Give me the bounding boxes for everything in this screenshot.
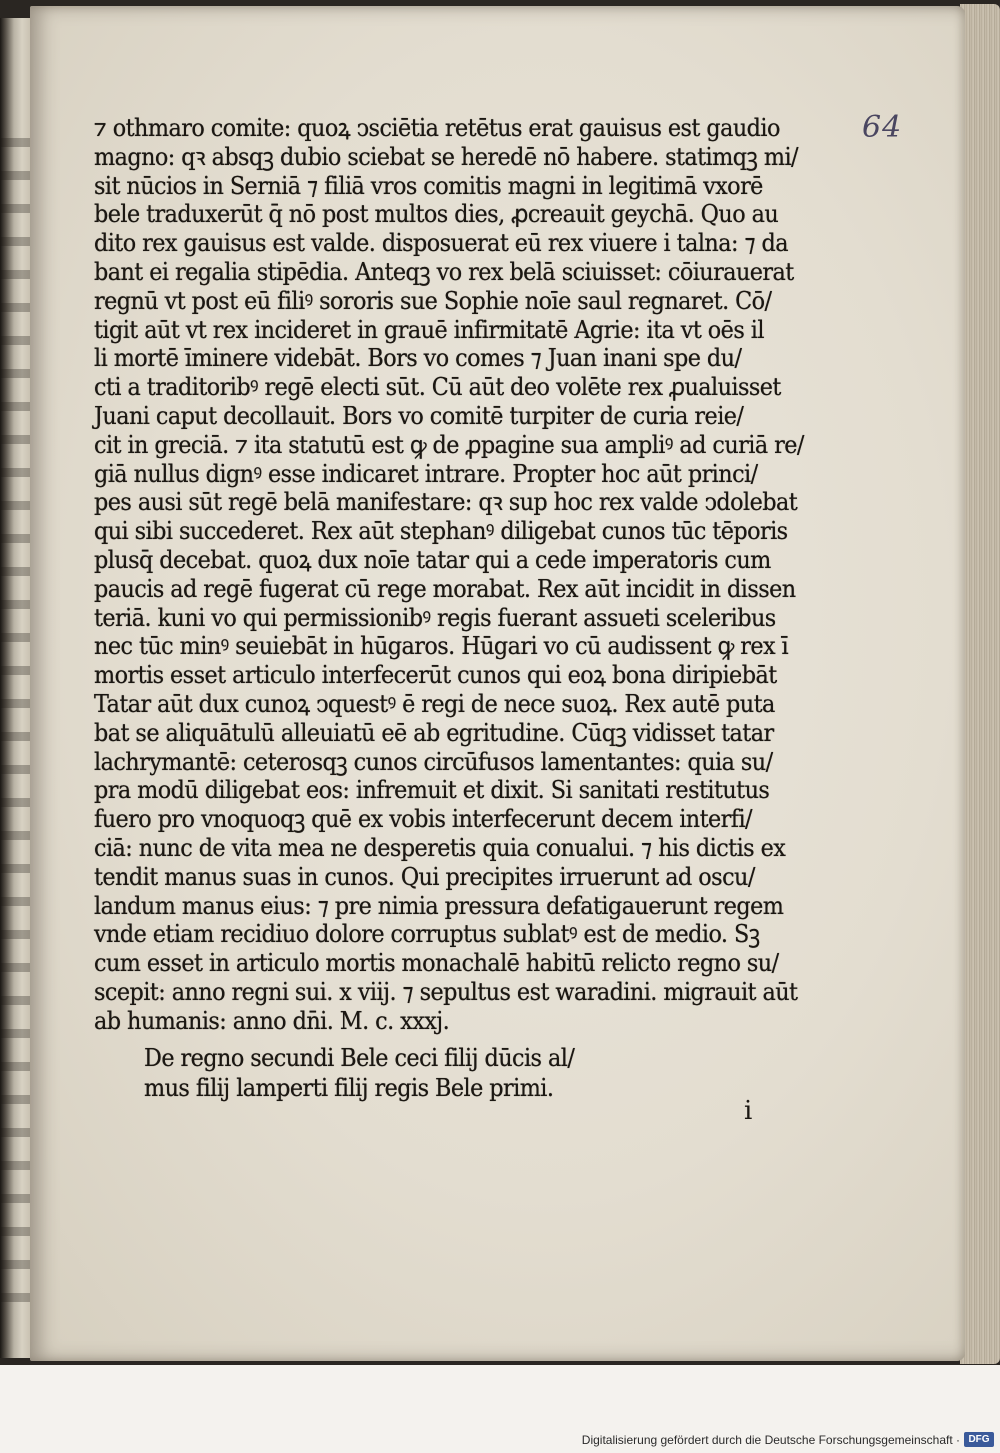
text-line: nec tūc minꝰ seuiebāt in hūgaros. Hūgari vo cū audissent ꝙ rex ī	[94, 632, 789, 661]
dfg-logo: DFG	[964, 1432, 994, 1447]
text-line: magno: qꝛ absqꝫ dubio sciebat se heredē nō habere. statimqꝫ mi/	[94, 142, 799, 171]
text-line: mortis esset articulo interfecerūt cunos qui eoꝝ bona diripiebāt	[94, 661, 777, 690]
text-line: dito rex gauisus est valde. disposuerat eū rex viuere i talna: ⁊ da	[94, 229, 789, 258]
text-line: vnde etiam recidiuo dolore corruptus sublatꝰ est de medio. Sꝫ	[94, 920, 760, 949]
text-line: ⁊ othmaro comite: quoꝝ ↄsciētia retētus erat gauisus est gaudio	[94, 114, 780, 142]
text-line: giā nullus dignꝰ esse indicaret intrare. Propter hoc aūt princi/	[94, 459, 758, 488]
text-line: landum manus eius: ⁊ pre nimia pressura defatigauerunt regem	[94, 891, 784, 920]
text-line: pes ausi sūt regē belā manifestare: qꝛ sup hoc rex valde ↄdolebat	[94, 488, 798, 517]
footer-credit: Digitalisierung gefördert durch die Deutsche Forschungsgemeinschaft ·	[581, 1433, 960, 1447]
text-line: ab humanis: anno dn̄i. M. c. xxxj.	[94, 1006, 450, 1035]
text-line: pra modū diligebat eos: infremuit et dixit. Si sanitati restitutus	[94, 776, 770, 805]
heading-line: mus filij lamperti filij regis Bele primi.	[144, 1074, 554, 1102]
page-sheet	[30, 6, 965, 1361]
text-line: cum esset in articulo mortis monachalē habitū relicto regno su/	[94, 949, 779, 978]
text-line: Tatar aūt dux cunoꝝ ↄquestꝰ ē regi de nece suoꝝ. Rex autē puta	[94, 689, 775, 718]
text-line: bat se aliquātulū alleuiatū eē ab egritudine. Cūqꝫ vidisset tatar	[94, 718, 774, 747]
text-line: li mortē īminere videbāt. Bors vo comes ⁊ Juan inani spe du/	[94, 344, 742, 373]
text-line: lachrymantē: ceterosqꝫ cunos circūfusos lamentantes: quia su/	[94, 747, 773, 776]
text-line: tigit aūt vt rex incideret in grauē infirmitatē Agrie: ita vt oēs il	[94, 315, 764, 344]
text-line: ciā: nunc de vita mea ne desperetis quia conualui. ⁊ his dictis ex	[94, 833, 786, 862]
signature-mark: i	[744, 1096, 753, 1126]
facing-page-text-edge	[0, 138, 30, 1318]
text-line: cit in greciā. ⁊ ita statutū est ꝙ de ꝓpagine sua ampliꝰ ad curiā re/	[94, 430, 804, 459]
body-text	[94, 114, 824, 1036]
text-line: Juani caput decollauit. Bors vo comitē turpiter de curia reie/	[94, 401, 744, 430]
text-line: bant ei regalia stipēdia. Anteqꝫ vo rex belā sciuisset: cōiurauerat	[94, 257, 794, 286]
text-line: bele traduxerūt q̄ nō post multos dies, ꝓcreauit geychā. Quo au	[94, 200, 779, 229]
text-line: tendit manus suas in cunos. Qui precipites irruerunt ad oscu/	[94, 862, 755, 891]
text-line: plusq̄ decebat. quoꝝ dux noīe tatar qui a cede imperatoris cum	[94, 545, 771, 574]
text-line: sit nūcios in Serniā ⁊ filiā vros comitis magni in legitimā vxorē	[94, 171, 763, 200]
text-line: paucis ad regē fugerat cū rege morabat. Rex aūt incidit in dissen	[94, 574, 796, 603]
page-edges	[960, 4, 1000, 1364]
text-line: teriā. kuni vo qui permissionibꝰ regis fuerant assueti sceleribus	[94, 603, 776, 632]
folio-number: 64	[862, 110, 903, 145]
text-line: qui sibi succederet. Rex aūt stephanꝰ diligebat cunos tūc tēporis	[94, 517, 788, 546]
heading-line: De regno secundi Bele ceci filij dūcis al/	[144, 1044, 575, 1072]
text-line: fuero pro vnoquoqꝫ quē ex vobis interfecerunt decem interfi/	[94, 805, 753, 834]
text-line: regnū vt post eū filiꝰ sororis sue Sophie noīe saul regnaret. Cō/	[94, 286, 772, 315]
text-line: cti a traditoribꝰ regē electi sūt. Cū aūt deo volēte rex ꝓualuisset	[94, 373, 781, 402]
text-line: scepit: anno regni sui. x viij. ⁊ sepultus est waradini. migrauit aūt	[94, 977, 798, 1006]
chapter-heading	[144, 1043, 664, 1103]
